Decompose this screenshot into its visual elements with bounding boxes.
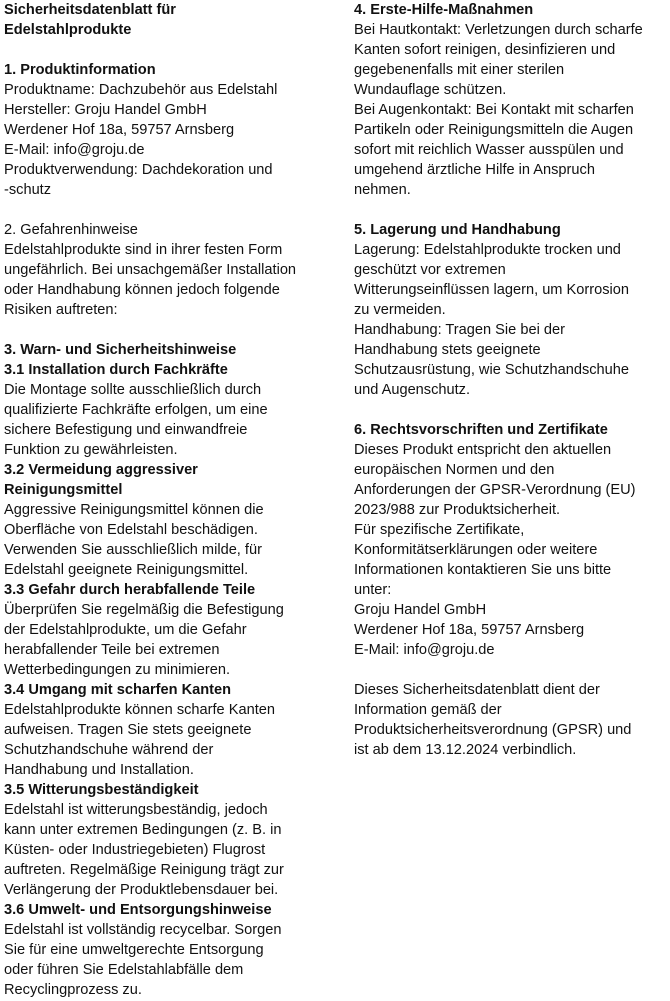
text-line: Lagerung: Edelstahlprodukte trocken und xyxy=(354,242,621,258)
text-line: sichere Befestigung und einwandfreie xyxy=(4,422,248,438)
text-line: Handhabung stets geeignete xyxy=(354,342,541,358)
text-line: Produktname: Dachzubehör aus Edelstahl xyxy=(4,82,278,98)
right-column xyxy=(354,0,670,760)
text-line: umgehend ärztliche Hilfe in Anspruch xyxy=(354,162,595,178)
text-line: Küsten- oder Industriegebieten) Flugrost xyxy=(4,842,266,858)
text-line: Wetterbedingungen zu minimieren. xyxy=(4,662,231,678)
spacer xyxy=(4,320,334,340)
section-heading: Edelstahlprodukte xyxy=(4,22,132,38)
text-line: 2. Gefahrenhinweise xyxy=(4,222,138,238)
section-heading: Sicherheitsdatenblatt für xyxy=(4,2,176,18)
text-line: der Edelstahlprodukte, um die Gefahr xyxy=(4,622,247,638)
spacer xyxy=(4,40,334,60)
text-line: Partikeln oder Reinigungsmitteln die Augen xyxy=(354,122,634,138)
section-heading: 6. Rechtsvorschriften und Zertifikate xyxy=(354,422,608,438)
text-line: aufweisen. Tragen Sie stets geeignete xyxy=(4,722,252,738)
text-line: Konformitätserklärungen oder weitere xyxy=(354,542,598,558)
section-heading: 3.3 Gefahr durch herabfallende Teile xyxy=(4,582,256,598)
text-line: Groju Handel GmbH xyxy=(354,602,487,618)
text-line: Produktverwendung: Dachdekoration und xyxy=(4,162,273,178)
text-line: qualifizierte Fachkräfte erfolgen, um eine xyxy=(4,402,268,418)
text-line: Bei Augenkontakt: Bei Kontakt mit scharfen xyxy=(354,102,634,118)
text-line: Kanten sofort reinigen, desinfizieren und xyxy=(354,42,616,58)
text-line: Aggressive Reinigungsmittel können die xyxy=(4,502,264,518)
text-line: Edelstahl geeignete Reinigungsmittel. xyxy=(4,562,249,578)
text-line: Produktsicherheitsverordnung (GPSR) und xyxy=(354,722,632,738)
text-line: geschützt vor extremen xyxy=(354,262,506,278)
spacer xyxy=(354,660,670,680)
text-line: Edelstahl ist vollständig recycelbar. Sorgen xyxy=(4,922,282,938)
text-line: zu vermeiden. xyxy=(354,302,446,318)
text-line: Risiken auftreten: xyxy=(4,302,118,318)
section-heading: 3.1 Installation durch Fachkräfte xyxy=(4,362,228,378)
section-heading: Reinigungsmittel xyxy=(4,482,123,498)
text-line: Funktion zu gewährleisten. xyxy=(4,442,178,458)
text-line: Information gemäß der xyxy=(354,702,502,718)
section-heading: 3. Warn- und Sicherheitshinweise xyxy=(4,342,237,358)
text-line: Edelstahl ist witterungsbeständig, jedoch xyxy=(4,802,268,818)
text-line: oder führen Sie Edelstahlabfälle dem xyxy=(4,962,244,978)
text-line: gegebenenfalls mit einer sterilen xyxy=(354,62,565,78)
text-line: Bei Hautkontakt: Verletzungen durch scharfe xyxy=(354,22,643,38)
text-line: Hersteller: Groju Handel GmbH xyxy=(4,102,207,118)
section-heading: 5. Lagerung und Handhabung xyxy=(354,222,561,238)
text-line: ist ab dem 13.12.2024 verbindlich. xyxy=(354,742,577,758)
text-line: sofort mit reichlich Wasser ausspülen und xyxy=(354,142,624,158)
section-heading: 4. Erste-Hilfe-Maßnahmen xyxy=(354,2,534,18)
text-line: Edelstahlprodukte sind in ihrer festen Form xyxy=(4,242,283,258)
section-heading: 3.2 Vermeidung aggressiver xyxy=(4,462,198,478)
text-line: oder Handhabung können jedoch folgende xyxy=(4,282,280,298)
text-line: kann unter extremen Bedingungen (z. B. in xyxy=(4,822,282,838)
text-line: Verwenden Sie ausschließlich milde, für xyxy=(4,542,262,558)
text-line: Recyclingprozess zu. xyxy=(4,982,142,998)
text-line: nehmen. xyxy=(354,182,411,198)
text-line: Sie für eine umweltgerechte Entsorgung xyxy=(4,942,264,958)
text-line: Werdener Hof 18a, 59757 Arnsberg xyxy=(4,122,235,138)
text-line: Dieses Produkt entspricht den aktuellen xyxy=(354,442,612,458)
text-line: 2023/988 zur Produktsicherheit. xyxy=(354,502,561,518)
section-heading: 3.4 Umgang mit scharfen Kanten xyxy=(4,682,232,698)
text-line: Schutzhandschuhe während der xyxy=(4,742,214,758)
section-heading: 3.5 Witterungsbeständigkeit xyxy=(4,782,199,798)
text-line: ungefährlich. Bei unsachgemäßer Installation xyxy=(4,262,297,278)
text-line: Schutzausrüstung, wie Schutzhandschuhe xyxy=(354,362,630,378)
text-line: Informationen kontaktieren Sie uns bitte xyxy=(354,562,612,578)
left-column xyxy=(4,0,334,1000)
text-line: -schutz xyxy=(4,182,52,198)
text-line: Handhabung: Tragen Sie bei der xyxy=(354,322,565,338)
spacer xyxy=(354,200,670,220)
section-heading: 1. Produktinformation xyxy=(4,62,156,78)
text-line: unter: xyxy=(354,582,392,598)
spacer xyxy=(354,400,670,420)
text-line: Für spezifische Zertifikate, xyxy=(354,522,525,538)
text-line: und Augenschutz. xyxy=(354,382,471,398)
text-line: auftreten. Regelmäßige Reinigung trägt zur xyxy=(4,862,284,878)
text-line: Dieses Sicherheitsdatenblatt dient der xyxy=(354,682,600,698)
text-line: Witterungseinflüssen lagern, um Korrosion xyxy=(354,282,629,298)
text-line: E-Mail: info@groju.de xyxy=(354,642,495,658)
section-heading: 3.6 Umwelt- und Entsorgungshinweise xyxy=(4,902,272,918)
text-line: Edelstahlprodukte können scharfe Kanten xyxy=(4,702,275,718)
text-line: Wundauflage schützen. xyxy=(354,82,507,98)
text-line: herabfallender Teile bei extremen xyxy=(4,642,220,658)
text-line: E-Mail: info@groju.de xyxy=(4,142,145,158)
text-line: Werdener Hof 18a, 59757 Arnsberg xyxy=(354,622,585,638)
text-line: Oberfläche von Edelstahl beschädigen. xyxy=(4,522,258,538)
text-line: Verlängerung der Produktlebensdauer bei. xyxy=(4,882,279,898)
text-line: Überprüfen Sie regelmäßig die Befestigung xyxy=(4,602,284,618)
text-line: Handhabung und Installation. xyxy=(4,762,194,778)
spacer xyxy=(4,200,334,220)
text-line: europäischen Normen und den xyxy=(354,462,555,478)
text-line: Die Montage sollte ausschließlich durch xyxy=(4,382,262,398)
text-line: Anforderungen der GPSR-Verordnung (EU) xyxy=(354,482,636,498)
